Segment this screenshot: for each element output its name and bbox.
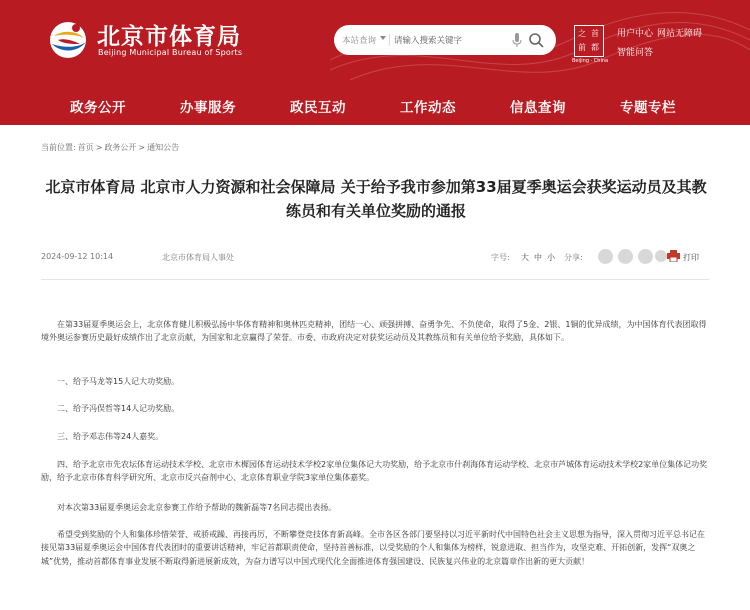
print-button[interactable]: 打印 xyxy=(683,253,699,262)
article-paragraph: 对本次第33届夏季奥运会北京参赛工作给予帮助的魏新磊等7名同志提出表扬。 xyxy=(57,503,337,512)
print-icon[interactable] xyxy=(667,250,680,262)
nav-item-work-news[interactable]: 工作动态 xyxy=(400,100,456,116)
capital-stamp-logo xyxy=(574,25,604,57)
nav-item-interaction[interactable]: 政民互动 xyxy=(290,100,346,116)
accessibility-link[interactable]: 网站无障碍 xyxy=(657,29,703,39)
stamp-char: 首 xyxy=(591,29,599,38)
article-paragraph: 四、给予北京市先农坛体育运动技术学校、北京市木樨园体育运动技术学校2家单位集体记大功奖励，给予北京市什刹海体育运动学校、北京市芦城体育运动技术学校2家单位集体记功奖励，给予北京市体育科学研究所、北京市反兴奋剂中心、北京体育职业学院3家单位集体嘉奖。 xyxy=(41,460,708,483)
article-paragraph: 在第33届夏季奥运会上，北京体育健儿积极弘扬中华体育精神和奥林匹克精神，团结一心、顽强拼搏、奋勇争先、不负使命，取得了5金、2银、1铜的优异成绩，为中国体育代表团取得境外奥运参赛历史最好成绩作出了北京贡献，为国家和北京赢得了荣誉。市委、市政府决定对获奖运动员及其教练员和有关单位给予奖励，具体如下。 xyxy=(41,320,707,343)
wechat-icon[interactable] xyxy=(598,249,613,264)
font-size-small[interactable]: 小 xyxy=(547,253,555,262)
user-center-link[interactable]: 用户中心 xyxy=(617,29,654,39)
nav-item-special-topics[interactable]: 专题专栏 xyxy=(620,100,676,116)
breadcrumb xyxy=(41,142,181,153)
site-name-en: Beijing Municipal Bureau of Sports xyxy=(98,48,243,57)
meta-divider xyxy=(41,279,709,280)
main-nav xyxy=(0,96,750,116)
breadcrumb-home[interactable]: 首页 xyxy=(77,143,94,152)
microphone-icon[interactable] xyxy=(512,33,522,48)
article-source: 北京市体育局人事处 xyxy=(162,253,234,262)
breadcrumb-sep: > xyxy=(95,143,103,152)
nav-item-gov-affairs[interactable]: 政务公开 xyxy=(70,100,126,116)
site-name[interactable]: 北京市体育局 xyxy=(97,24,241,50)
article-paragraph: 希望受到奖励的个人和集体珍惜荣誉、戒骄戒躁、再接再厉，不断攀登竞技体育新高峰。全市各区各部门要坚持以习近平新时代中国特色社会主义思想为指导，深入贯彻习近平总书记在接见第33届夏季奥运会中国体育代表团时的重要讲话精神，牢记首都职责使命，坚持首善标准，以受奖励的个人和集体为榜样，锐意进取、担当作为，攻坚克难、开拓创新，发挥“双奥之城”优势，推动首都体育事业发展不断取得新进展新成效，为奋力谱写以中国式现代化全面推进体育强国建设、民族复兴伟业的北京篇章作出新的更大贡献！ xyxy=(41,530,705,566)
breadcrumb-sep: > xyxy=(138,143,146,152)
article-title: 北京市体育局 北京市人力资源和社会保障局 关于给予我市参加第33届夏季奥运会获奖运动员及其教练员和有关单位奖励的通报 xyxy=(45,178,707,220)
stamp-char: 前 xyxy=(578,43,586,52)
share-label: 分享: xyxy=(564,253,583,262)
nav-item-info-query[interactable]: 信息查询 xyxy=(510,100,566,116)
logo-icon[interactable] xyxy=(46,18,90,62)
publish-date: 2024-09-12 10:14 xyxy=(41,252,114,261)
font-size-medium[interactable]: 中 xyxy=(534,253,542,262)
article-meta xyxy=(41,251,709,267)
site-header xyxy=(0,0,750,125)
weibo-icon[interactable] xyxy=(618,249,633,264)
article-paragraph: 一、给予马龙等15人记大功奖励。 xyxy=(57,377,180,386)
breadcrumb-label: 当前位置: xyxy=(41,143,76,152)
search-box xyxy=(334,25,556,55)
breadcrumb-gov-affairs[interactable]: 政务公开 xyxy=(104,143,137,152)
stamp-char: 之 xyxy=(578,29,586,38)
font-size-large[interactable]: 大 xyxy=(521,253,529,262)
qq-icon[interactable] xyxy=(638,249,653,264)
search-scope-select[interactable]: 本站查询 xyxy=(342,36,377,46)
smart-qa-link[interactable]: 智能问答 xyxy=(617,48,654,58)
qzone-icon[interactable] xyxy=(655,250,667,262)
search-input[interactable] xyxy=(394,31,494,49)
article-paragraph: 二、给予冯俣哲等14人记功奖励。 xyxy=(57,404,180,413)
user-links xyxy=(617,26,706,39)
article-paragraph: 三、给予邓志伟等24人嘉奖。 xyxy=(57,432,164,441)
stamp-char: 都 xyxy=(591,43,599,52)
chevron-down-icon[interactable] xyxy=(380,36,386,40)
nav-item-services[interactable]: 办事服务 xyxy=(180,100,236,116)
stamp-caption: Beijing · China xyxy=(572,58,609,64)
search-divider xyxy=(389,34,390,46)
search-icon[interactable] xyxy=(528,32,544,48)
font-size-label: 字号: xyxy=(491,253,510,262)
breadcrumb-notices[interactable]: 通知公告 xyxy=(147,143,180,152)
